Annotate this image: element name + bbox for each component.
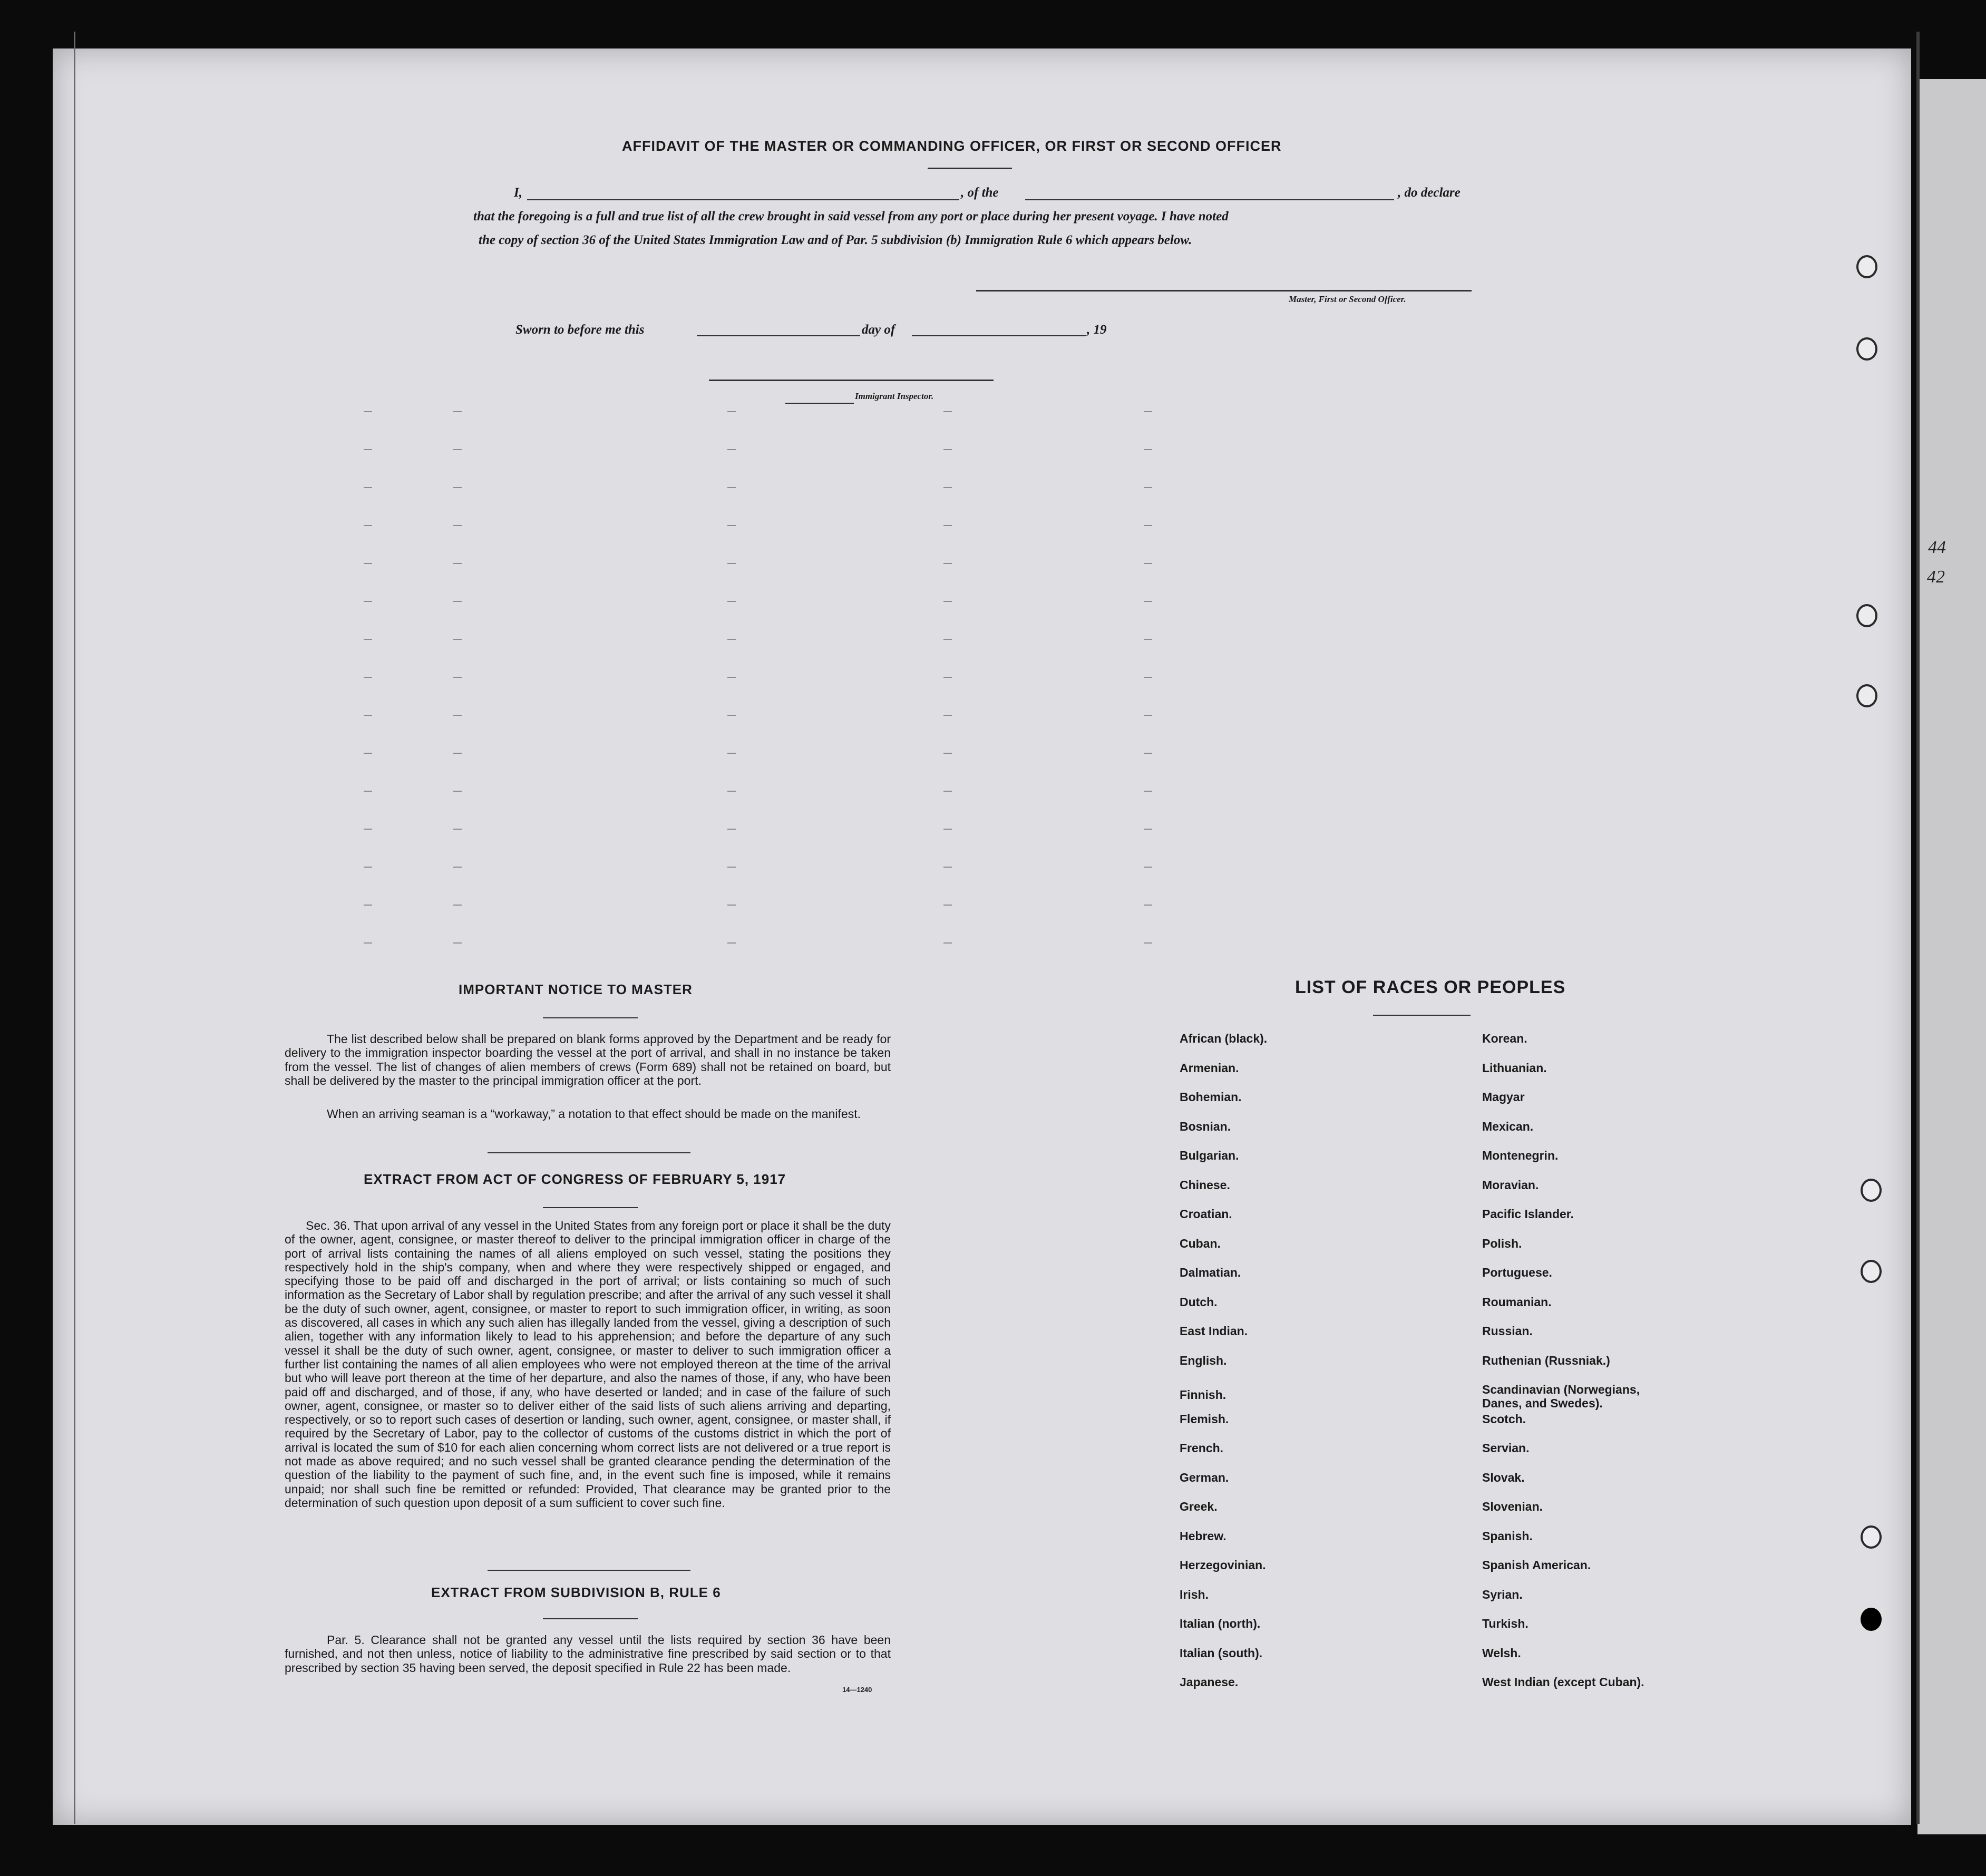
race-item: Roumanian. — [1482, 1295, 1552, 1309]
binder-hole — [1856, 604, 1877, 627]
faint-dash — [943, 905, 952, 906]
faint-dash — [364, 411, 372, 412]
race-item: Polish. — [1482, 1236, 1522, 1250]
name-blank[interactable] — [527, 199, 959, 200]
faint-dash — [727, 639, 736, 640]
sworn-day-of: day of — [862, 323, 895, 337]
notice-underline — [543, 1017, 638, 1018]
faint-dash — [727, 867, 736, 868]
binder-hole — [1861, 1179, 1882, 1202]
faint-dash — [943, 942, 952, 944]
binder-hole-filled — [1861, 1608, 1882, 1631]
affidavit-i: I, — [514, 186, 522, 200]
faint-dash — [1144, 411, 1152, 412]
race-item: Bulgarian. — [1180, 1149, 1239, 1162]
race-item: Spanish. — [1482, 1529, 1533, 1543]
faint-dash — [943, 829, 952, 830]
vessel-blank[interactable] — [1025, 199, 1394, 200]
faint-dash — [943, 677, 952, 678]
faint-dash — [1144, 525, 1152, 526]
faint-dash — [453, 411, 462, 412]
signature-label: Master, First or Second Officer. — [1289, 294, 1406, 304]
page-edge-line — [1916, 32, 1920, 1824]
faint-dash — [453, 829, 462, 830]
affidavit-of-the: , of the — [961, 186, 999, 200]
faint-dash — [1144, 639, 1152, 640]
margin-mark-1: 44 — [1928, 538, 1946, 557]
faint-dash — [727, 487, 736, 488]
faint-dash — [943, 411, 952, 412]
race-item: Spanish American. — [1482, 1558, 1591, 1572]
faint-dash — [364, 867, 372, 868]
faint-dash — [727, 411, 736, 412]
faint-dash — [727, 753, 736, 754]
race-item: Slovak. — [1482, 1470, 1525, 1484]
race-item: Pacific Islander. — [1482, 1207, 1574, 1221]
faint-dash — [364, 829, 372, 830]
next-page-edge — [1917, 79, 1986, 1834]
race-item: Magyar — [1482, 1090, 1525, 1104]
race-item: Bohemian. — [1180, 1090, 1242, 1104]
binder-hole — [1856, 684, 1877, 707]
faint-dash — [364, 449, 372, 450]
race-item: Russian. — [1482, 1324, 1533, 1338]
faint-dash — [1144, 449, 1152, 450]
faint-dash — [453, 677, 462, 678]
faint-dash — [364, 905, 372, 906]
faint-dash — [453, 639, 462, 640]
extract-rule-text: Par. 5. Clearance shall not be granted any vessel until the lists required by section 36 have been furnished, and not then unless, notice of liability to the administrative fine prescribed by said section or to that prescribed by section 35 having been served, the deposit specified in Rule 22 has been made. — [285, 1633, 891, 1675]
faint-dash — [1144, 905, 1152, 906]
race-item: West Indian (except Cuban). — [1482, 1675, 1644, 1689]
race-item: Armenian. — [1180, 1061, 1239, 1075]
faint-dash — [1144, 753, 1152, 754]
inspector-short-line — [785, 403, 854, 404]
faint-dash — [1144, 867, 1152, 868]
faint-dash — [453, 753, 462, 754]
race-item: Italian (north). — [1180, 1617, 1261, 1630]
race-item: East Indian. — [1180, 1324, 1248, 1338]
binder-hole — [1856, 337, 1877, 361]
binder-hole — [1861, 1525, 1882, 1549]
faint-dash — [453, 449, 462, 450]
race-item: Dalmatian. — [1180, 1266, 1241, 1279]
race-item: Herzegovinian. — [1180, 1558, 1266, 1572]
faint-dash — [1144, 601, 1152, 602]
faint-dash — [364, 677, 372, 678]
faint-dash — [727, 791, 736, 792]
race-item: Korean. — [1482, 1032, 1527, 1045]
faint-dash — [453, 791, 462, 792]
race-item: Flemish. — [1180, 1412, 1229, 1426]
notice-divider — [488, 1152, 690, 1153]
race-item: Turkish. — [1482, 1617, 1529, 1630]
faint-dash — [1144, 677, 1152, 678]
faint-dash — [364, 525, 372, 526]
races-underline — [1373, 1015, 1471, 1016]
race-item: English. — [1180, 1353, 1227, 1367]
sworn-day-blank[interactable] — [697, 335, 860, 336]
race-item: Servian. — [1482, 1441, 1530, 1455]
signature-line[interactable] — [976, 290, 1472, 291]
race-item: French. — [1180, 1441, 1224, 1455]
races-title: LIST OF RACES OR PEOPLES — [1295, 977, 1566, 997]
faint-dash — [943, 525, 952, 526]
extract-act-title: EXTRACT FROM ACT OF CONGRESS OF FEBRUARY 5, 1917 — [364, 1171, 786, 1187]
faint-dash — [727, 677, 736, 678]
title-underline — [928, 168, 1012, 169]
race-item: Ruthenian (Russniak.) — [1482, 1353, 1610, 1367]
extract-rule-underline — [543, 1618, 638, 1619]
race-item: Italian (south). — [1180, 1646, 1263, 1660]
extract-rule-title: EXTRACT FROM SUBDIVISION B, RULE 6 — [431, 1585, 721, 1600]
race-item: Mexican. — [1482, 1119, 1534, 1133]
faint-dash — [943, 867, 952, 868]
faint-dash — [453, 563, 462, 564]
faint-dash — [453, 715, 462, 716]
affidavit-line-3: the copy of section 36 of the United States Immigration Law and of Par. 5 subdivision (b) Immigration Rule 6 which appears below. — [479, 233, 1192, 247]
race-item: Portuguese. — [1482, 1266, 1552, 1279]
race-item: Japanese. — [1180, 1675, 1239, 1689]
form-number: 14—1240 — [842, 1686, 872, 1694]
page-edge-line-left — [74, 32, 75, 1824]
faint-dash — [453, 942, 462, 944]
race-item: German. — [1180, 1470, 1229, 1484]
faint-dash — [943, 563, 952, 564]
extract-act-underline — [543, 1207, 638, 1208]
faint-dash — [453, 867, 462, 868]
extract-act-text: Sec. 36. That upon arrival of any vessel in the United States from any foreign port or place it shall be the duty of the owner, agent, consignee, or master thereof to deliver to the principal immigration officer in charge of the port of arrival lists containing the names of all aliens employed on such vessel, stating the positions they respectively hold in the ship's company, when and where they were respectively shipped or engaged, and specifying those to be paid off and discharged in the port of arrival; or lists containing so much of such information as the Secretary of Labor shall by regulation prescribe; and after the arrival of any such vessel it shall be the duty of such owner, agent, consignee, or master to report to such immigration officer, in writing, as soon as discovered, all cases in which any such alien has illegally landed from the vessel, giving a description of such alien, together with any information likely to lead to his apprehension; and before the departure of any such vessel it shall be the duty of such owner, agent, consignee, or master to deliver to such immigration officer a further list containing the names of all alien employees who were not employed thereon at the time of the arrival but who will leave port thereon at the time of her departure, and also the names of those, if any, who have been paid off and discharged, and of those, if any, who have deserted or landed; and in case of the failure of such owner, agent, consignee, or master so to deliver either of the said lists of such aliens arriving and departing, respectively, or so to report such cases of desertion or landing, such owner, agent, consignee, or master shall, if required by the Secretary of Labor, pay to the collector of customs of the customs district in which the port of arrival is located the sum of $10 for each alien concerning whom correct lists are not delivered or a true report is not made as above required; and no such vessel shall be granted clearance pending the determination of the question of the liability to the payment of such fine, and, in the event such fine is imposed, while it remains unpaid; nor shall such fine be remitted or refunded: Provided, That clearance may be granted prior to the determination of such question upon deposit of a sum sufficient to cover such fine. — [285, 1219, 891, 1510]
faint-dash — [453, 525, 462, 526]
binder-hole — [1861, 1260, 1882, 1283]
race-item: Slovenian. — [1482, 1500, 1543, 1513]
race-item: Dutch. — [1180, 1295, 1218, 1309]
faint-dash — [453, 601, 462, 602]
faint-dash — [364, 487, 372, 488]
race-item: Lithuanian. — [1482, 1061, 1547, 1075]
affidavit-line-2: that the foregoing is a full and true list of all the crew brought in said vessel from any port or place during her present voyage. I have noted — [473, 209, 1229, 223]
faint-dash — [364, 639, 372, 640]
affidavit-title: AFFIDAVIT OF THE MASTER OR COMMANDING OFFICER, OR FIRST OR SECOND OFFICER — [622, 138, 1282, 154]
faint-dash — [1144, 791, 1152, 792]
race-item: Finnish. — [1180, 1388, 1226, 1402]
faint-dash — [364, 601, 372, 602]
faint-dash — [1144, 563, 1152, 564]
race-item: Hebrew. — [1180, 1529, 1226, 1543]
inspector-line[interactable] — [709, 380, 994, 381]
race-item: Croatian. — [1180, 1207, 1232, 1221]
faint-dash — [943, 487, 952, 488]
faint-dash — [364, 791, 372, 792]
faint-dash — [727, 525, 736, 526]
faint-dash — [727, 601, 736, 602]
race-item: African (black). — [1180, 1032, 1268, 1045]
notice-paragraph-1: The list described below shall be prepared on blank forms approved by the Department and be ready for delivery to the immigration inspector boarding the vessel at the port of arrival, and shall in no instance be taken from the vessel. The list of changes of alien members of crews (Form 689) shall not be retained on board, but shall be delivered by the master to the principal immigration officer at the port. — [285, 1032, 891, 1087]
faint-dash — [1144, 829, 1152, 830]
faint-dash — [943, 753, 952, 754]
faint-dash — [727, 829, 736, 830]
faint-dash — [943, 449, 952, 450]
faint-dash — [1144, 942, 1152, 944]
race-item: Cuban. — [1180, 1236, 1221, 1250]
notice-title: IMPORTANT NOTICE TO MASTER — [459, 981, 693, 997]
race-item: Irish. — [1180, 1587, 1209, 1601]
faint-dash — [1144, 715, 1152, 716]
faint-dash — [364, 563, 372, 564]
race-item: Chinese. — [1180, 1178, 1230, 1192]
race-item: Welsh. — [1482, 1646, 1521, 1660]
faint-dash — [943, 639, 952, 640]
sworn-year: , 19 — [1087, 323, 1107, 337]
race-item: Greek. — [1180, 1500, 1218, 1513]
faint-dash — [727, 905, 736, 906]
inspector-label: Immigrant Inspector. — [855, 391, 934, 401]
document-page — [53, 48, 1911, 1825]
faint-dash — [943, 601, 952, 602]
sworn-month-blank[interactable] — [912, 335, 1086, 336]
faint-dash — [1144, 487, 1152, 488]
race-item: Bosnian. — [1180, 1119, 1231, 1133]
extract-act-divider — [488, 1570, 690, 1571]
faint-dash — [364, 753, 372, 754]
faint-dash — [727, 942, 736, 944]
faint-dash — [727, 715, 736, 716]
race-item: Scandinavian (Norwegians, Danes, and Swedes). — [1482, 1383, 1640, 1410]
race-item: Moravian. — [1482, 1178, 1539, 1192]
race-item: Montenegrin. — [1482, 1149, 1559, 1162]
faint-dash — [364, 715, 372, 716]
margin-mark-2: 42 — [1927, 567, 1945, 587]
faint-dash — [943, 715, 952, 716]
sworn-prefix: Sworn to before me this — [515, 323, 645, 337]
binder-hole — [1856, 255, 1877, 278]
notice-paragraph-2: When an arriving seaman is a “workaway,” a notation to that effect should be made on the manifest. — [327, 1107, 861, 1121]
race-item: Syrian. — [1482, 1587, 1523, 1601]
race-item: Scotch. — [1482, 1412, 1526, 1426]
faint-dash — [453, 905, 462, 906]
faint-dash — [727, 563, 736, 564]
faint-dash — [727, 449, 736, 450]
affidavit-do-declare: , do declare — [1398, 186, 1461, 200]
faint-dash — [943, 791, 952, 792]
faint-dash — [364, 942, 372, 944]
faint-dash — [453, 487, 462, 488]
